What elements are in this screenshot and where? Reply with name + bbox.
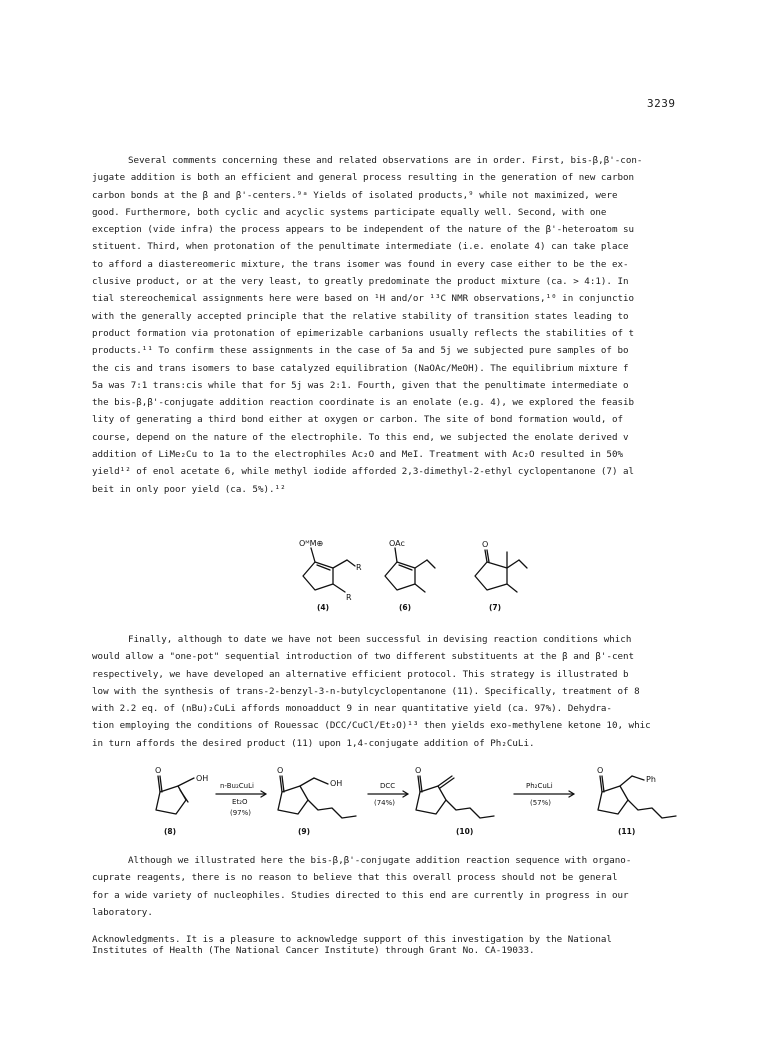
text-line: laboratory.: [92, 906, 153, 918]
text-line: addition of LiMe₂Cu to 1a to the electrophiles Ac₂O and MeI. Treatment with Ac₂O resulted in 50%: [92, 449, 624, 461]
hydroxyl-label: OH: [330, 779, 343, 788]
compound-label: (8): [164, 827, 177, 836]
paragraph-comments: [92, 152, 700, 498]
r-group-label: R: [356, 563, 362, 572]
carbonyl-label: O: [277, 766, 284, 775]
text-line: clusive product, or at the very least, to greatly predominate the product mixture (ca. > 4:1). In: [92, 276, 629, 288]
compound-label: (4): [317, 603, 330, 612]
reagent-label: Ph₂CuLi: [526, 782, 553, 790]
structure-6: [385, 539, 435, 612]
text-line: with 2.2 eq. of (nBu)₂CuLi affords monoadduct 9 in near quantitative yield (ca. 97%). Dehydra-: [92, 703, 612, 715]
acknowledgments: [92, 934, 700, 956]
acetate-label: OAc: [389, 539, 405, 548]
reaction-scheme: [142, 764, 762, 844]
compound-9: [277, 766, 356, 836]
text-line: tial stereochemical assignments here were based on ¹H and/or ¹³C NMR observations,¹⁰ in conjunctio: [92, 293, 635, 305]
yield-label: (74%): [374, 799, 396, 807]
text-line: yield¹² of enol acetate 6, while methyl iodide afforded 2,3-dimethyl-2-ethyl cyclopentanone (7) al: [92, 466, 635, 478]
solvent-label: Et₂O: [232, 798, 248, 806]
text-line: exception (vide infra) the process appears to be independent of the nature of the β'-heteroatom su: [92, 224, 635, 236]
text-line: tion employing the conditions of Rouessac (DCC/CuCl/Et₂O)¹³ then yields exo-methylene ketone 10, whic: [92, 720, 651, 732]
text-line: in turn affords the desired product (11) upon 1,4-conjugate addition of Ph₂CuLi.: [92, 737, 535, 749]
text-line: product formation via protonation of epimerizable carbanions usually reflects the stabilities of t: [92, 327, 635, 339]
enolate-label: OᴹM⊕: [299, 539, 324, 548]
arrow-step-2: [368, 782, 408, 807]
text-line: lity of generating a third bond either at oxygen or carbon. The site of bond formation would, of: [92, 414, 624, 426]
text-line: Acknowledgments. It is a pleasure to acknowledge support of this investigation by the National: [92, 934, 612, 945]
text-line: respectively, we have developed an alternative efficient protocol. This strategy is illustrated b: [92, 668, 629, 680]
carbonyl-label: O: [482, 540, 489, 549]
compound-label: (6): [399, 603, 412, 612]
compound-label: (9): [298, 827, 311, 836]
structures-figure: [285, 538, 525, 618]
reagent-label: DCC: [380, 782, 396, 790]
compound-11: [597, 766, 676, 836]
reagent-label: n-Bu₂CuLi: [220, 782, 254, 790]
compound-8: [155, 766, 208, 836]
text-line: Institutes of Health (The National Cancer Institute) through Grant No. CA-19033.: [92, 945, 535, 956]
text-line: Several comments concerning these and related observations are in order. First, bis-β,β'-con-: [128, 155, 643, 166]
text-line: with the generally accepted principle that the relative stability of transition states leading to: [92, 310, 629, 322]
text-line: good. Furthermore, both cyclic and acyclic systems participate equally well. Second, with one: [92, 206, 607, 218]
text-line: would allow a "one-pot" sequential introduction of two different substituents at the β and β'-cent: [92, 651, 635, 663]
paragraph-synthesis: [92, 631, 700, 752]
structure-4: [299, 539, 362, 612]
phenyl-label: Ph: [646, 775, 656, 784]
compound-10: [415, 766, 494, 836]
text-line: low with the synthesis of trans-2-benzyl-3-n-butylcyclopentanone (11). Specifically, treatment of 8: [92, 685, 640, 697]
text-line: stituent. Third, when protonation of the penultimate intermediate (i.e. enolate 4) can take place: [92, 241, 629, 253]
carbonyl-label: O: [155, 766, 162, 775]
hydroxyl-label: OH: [196, 774, 209, 783]
structure-7: [475, 540, 527, 612]
text-line: the bis-β,β'-conjugate addition reaction coordinate is an enolate (e.g. 4), we explored the feasib: [92, 397, 635, 409]
text-line: the cis and trans isomers to base catalyzed equilibration (NaOAc/MeOH). The equilibrium mixture f: [92, 362, 629, 374]
text-line: 5a was 7:1 trans:cis while that for 5j was 2:1. Fourth, given that the penultimate intermediate o: [92, 379, 629, 391]
text-line: jugate addition is both an efficient and general process resulting in the generation of new carbon: [92, 172, 635, 184]
compound-label: (11): [618, 827, 636, 836]
yield-label: (57%): [530, 799, 552, 807]
yield-label: (97%): [230, 809, 252, 817]
page-number: 3239: [647, 97, 676, 110]
text-line: course, depend on the nature of the electrophile. To this end, we subjected the enolate derived v: [92, 431, 629, 443]
text-line: to afford a diastereomeric mixture, the trans isomer was found in every case either to be the ex-: [92, 258, 629, 270]
paragraph-conclusion: [92, 852, 700, 921]
arrow-step-3: [514, 782, 574, 807]
carbonyl-label: O: [415, 766, 422, 775]
text-line: products.¹¹ To confirm these assignments in the case of 5a and 5j we subjected pure samples of bo: [92, 345, 629, 357]
text-line: carbon bonds at the β and β'-centers.⁹ᵃ Yields of isolated products,⁹ while not maximized, were: [92, 189, 618, 201]
r-group-label: R: [346, 593, 352, 602]
text-line: beit in only poor yield (ca. 5%).¹²: [92, 483, 286, 495]
text-line: Finally, although to date we have not been successful in devising reaction conditions which: [128, 634, 632, 645]
text-line: for a wide variety of nucleophiles. Studies directed to this end are currently in progress in our: [92, 889, 629, 901]
text-line: cuprate reagents, there is no reason to believe that this overall process should not be general: [92, 872, 618, 884]
arrow-step-1: [216, 782, 266, 817]
carbonyl-label: O: [597, 766, 604, 775]
compound-label: (7): [489, 603, 502, 612]
compound-label: (10): [456, 827, 474, 836]
text-line: Although we illustrated here the bis-β,β'-conjugate addition reaction sequence with organo-: [128, 855, 632, 866]
